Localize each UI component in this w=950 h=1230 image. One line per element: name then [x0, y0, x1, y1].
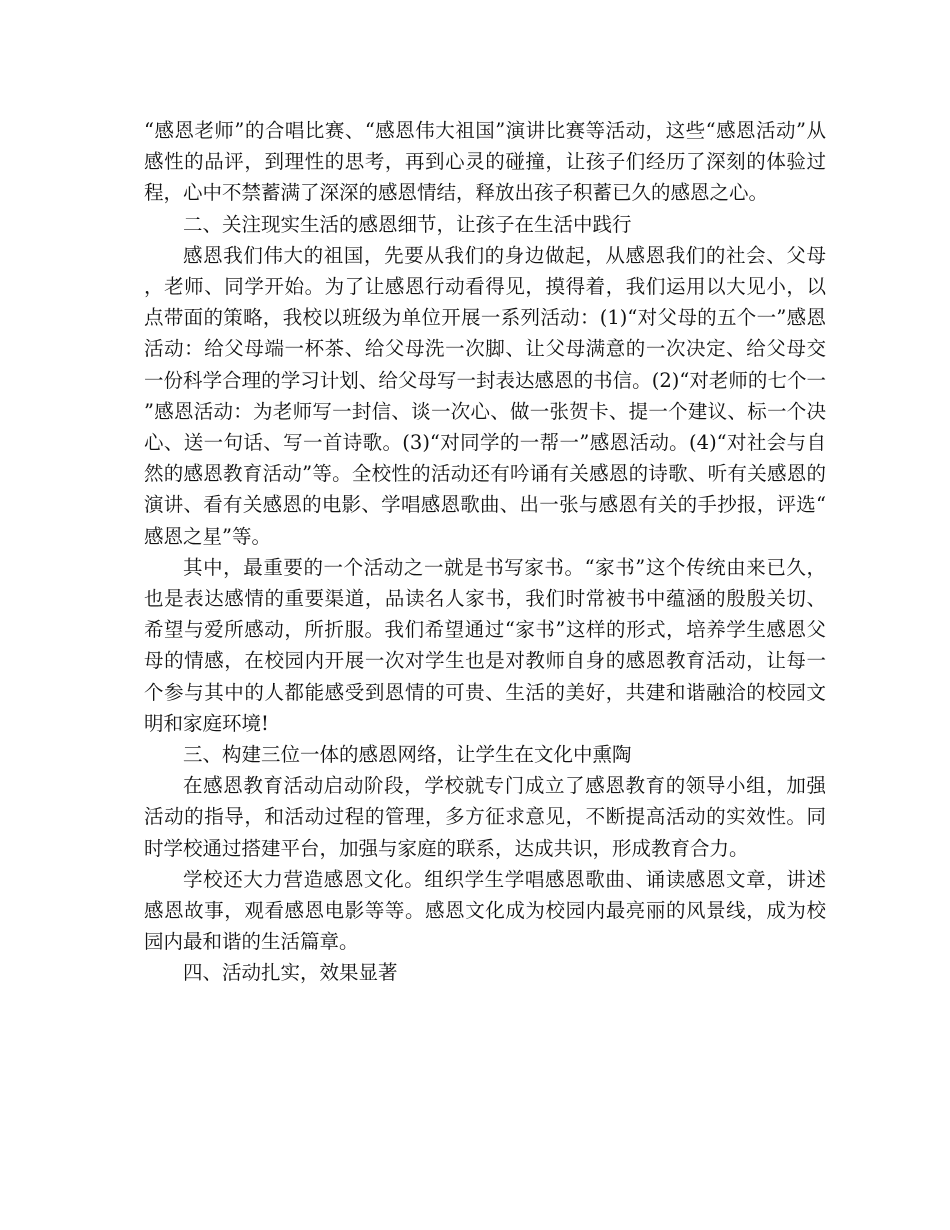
paragraph-gratitude-culture: 学校还大力营造感恩文化。组织学生学唱感恩歌曲、诵读感恩文章，讲述感恩故事，观看感恩电影等等。感恩文化成为校园内最亮丽的风景线，成为校园内最和谐的生活篇章。 [144, 867, 826, 954]
section-heading-2: 二、关注现实生活的感恩细节，让孩子在生活中践行 [183, 212, 632, 236]
paragraph-family-letters: 其中，最重要的一个活动之一就是书写家书。“家书”这个传统由来已久，也是表达感情的重要渠道，品读名人家书，我们时常被书中蕴涵的殷殷关切、希望与爱所感动，所折服。我们希望通过“家书”这样的形式，培养学生感恩父母的情感，在校园内开展一次对学生也是对教师自身的感恩教育活动，让每一个参与其中的人都能感受到恩情的可贵、生活的美好，共建和谐融洽的校园文明和家庭环境! [144, 555, 826, 735]
document-body [144, 115, 826, 989]
section-heading-4: 四、活动扎实，效果显著 [183, 961, 398, 985]
section-heading-3: 三、构建三位一体的感恩网络，让学生在文化中熏陶 [183, 743, 632, 767]
paragraph-activities: 感恩我们伟大的祖国，先要从我们的身边做起，从感恩我们的社会、父母，老师、同学开始。为了让感恩行动看得见，摸得着，我们运用以大见小，以点带面的策略，我校以班级为单位开展一系列活动：(1)“对父母的五个一”感恩活动：给父母端一杯茶、给父母洗一次脚、让父母满意的一次决定、给父母交一份科学合理的学习计划、给父母写一封表达感恩的书信。(2)“对老师的七个一”感恩活动：为老师写一封信、谈一次心、做一张贺卡、提一个建议、标一个决心、送一句话、写一首诗歌。(3)“对同学的一帮一”感恩活动。(4)“对社会与自然的感恩教育活动”等。全校性的活动还有吟诵有关感恩的诗歌、听有关感恩的演讲、看有关感恩的电影、学唱感恩歌曲、出一张与感恩有关的手抄报，评选“感恩之星”等。 [144, 243, 826, 548]
paragraph-leadership-group: 在感恩教育活动启动阶段，学校就专门成立了感恩教育的领导小组，加强活动的指导，和活动过程的管理，多方征求意见，不断提高活动的实效性。同时学校通过搭建平台，加强与家庭的联系，达成共识，形成教育合力。 [144, 774, 826, 860]
paragraph-continuation: “感恩老师”的合唱比赛、“感恩伟大祖国”演讲比赛等活动，这些“感恩活动”从感性的品评，到理性的思考，再到心灵的碰撞，让孩子们经历了深刻的体验过程，心中不禁蓄满了深深的感恩情结，释放出孩子积蓄已久的感恩之心。 [144, 119, 826, 205]
